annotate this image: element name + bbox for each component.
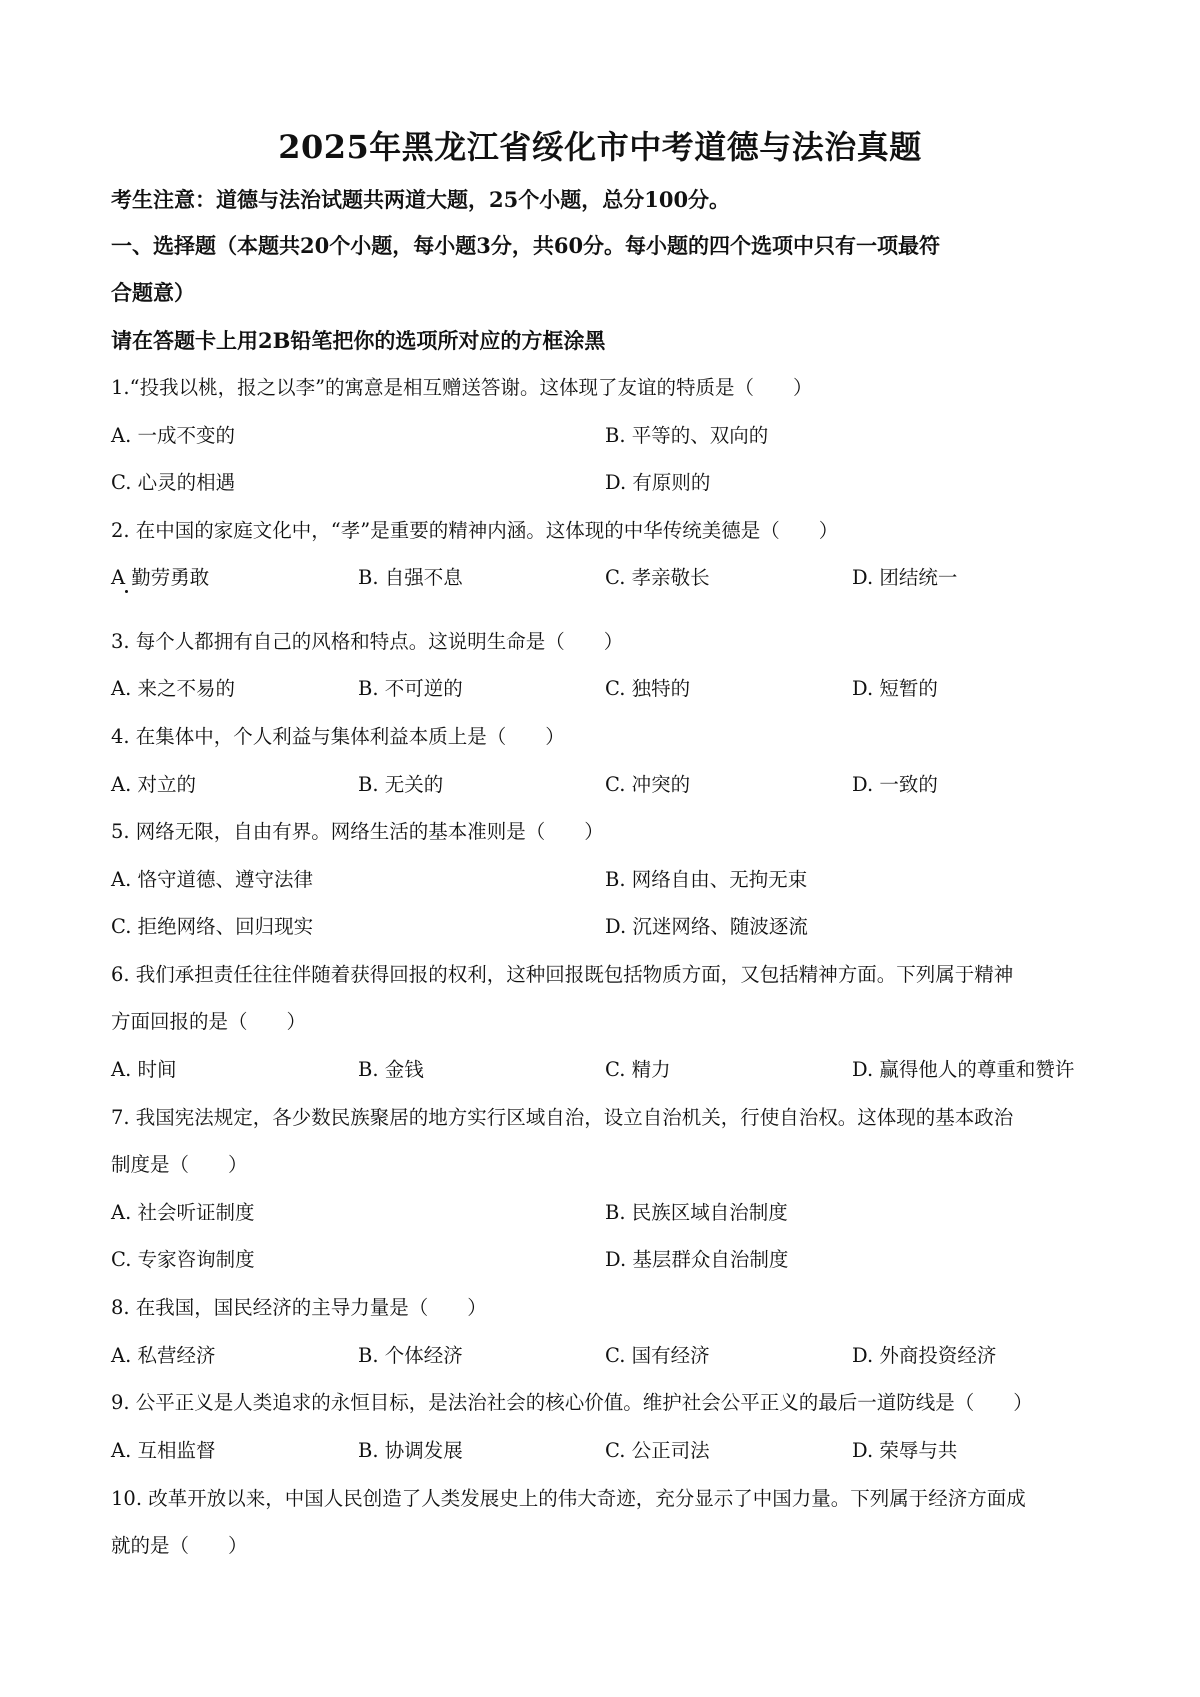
section-heading-line-1: 一、选择题（本题共20个小题，每小题3分，共60分。每小题的四个选项中只有一项最符 xyxy=(111,233,941,258)
question-5-stem: 5. 网络无限，自由有界。网络生活的基本准则是（ ） xyxy=(111,820,604,843)
question-8-option-d: D. 外商投资经济 xyxy=(852,1344,997,1367)
question-4-option-d: D. 一致的 xyxy=(852,773,938,796)
question-7-option-b: B. 民族区域自治制度 xyxy=(605,1201,788,1224)
question-2-option-c: C. 孝亲敬长 xyxy=(605,566,710,589)
question-6-option-c: C. 精力 xyxy=(605,1058,671,1081)
question-3-option-a: A. 来之不易的 xyxy=(111,677,235,700)
question-8-option-c: C. 国有经济 xyxy=(605,1344,710,1367)
question-7-stem-line-2: 制度是（ ） xyxy=(111,1153,248,1176)
question-2-stem: 2. 在中国的家庭文化中，“孝”是重要的精神内涵。这体现的中华传统美德是（ ） xyxy=(111,519,839,542)
question-6-option-d: D. 赢得他人的尊重和赞许 xyxy=(852,1058,1075,1081)
question-9-option-b: B. 协调发展 xyxy=(358,1439,463,1462)
stray-dot-mark xyxy=(125,590,128,593)
question-10-stem-line-1: 10. 改革开放以来，中国人民创造了人类发展史上的伟大奇迹，充分显示了中国力量。下列属于经济方面成 xyxy=(111,1487,1026,1510)
question-1-option-d: D. 有原则的 xyxy=(605,471,711,494)
question-7-stem-line-1: 7. 我国宪法规定，各少数民族聚居的地方实行区域自治，设立自治机关，行使自治权。这体现的基本政治 xyxy=(111,1106,1014,1129)
question-2-option-d: D. 团结统一 xyxy=(852,566,958,589)
question-9-option-c: C. 公正司法 xyxy=(605,1439,710,1462)
question-4-option-a: A. 对立的 xyxy=(111,773,196,796)
page-title: 2025年黑龙江省绥化市中考道德与法治真题 xyxy=(278,128,922,166)
question-9-option-a: A. 互相监督 xyxy=(111,1439,216,1462)
question-5-option-a: A. 恪守道德、遵守法律 xyxy=(111,868,313,891)
question-3-stem: 3. 每个人都拥有自己的风格和特点。这说明生命是（ ） xyxy=(111,630,624,653)
question-1-option-c: C. 心灵的相遇 xyxy=(111,471,236,494)
question-6-stem-line-1: 6. 我们承担责任往往伴随着获得回报的权利，这种回报既包括物质方面，又包括精神方面。下列属于精神 xyxy=(111,963,1014,986)
question-3-option-d: D. 短暂的 xyxy=(852,677,938,700)
question-4-stem: 4. 在集体中，个人利益与集体利益本质上是（ ） xyxy=(111,725,565,748)
question-9-option-d: D. 荣辱与共 xyxy=(852,1439,958,1462)
question-5-option-b: B. 网络自由、无拘无束 xyxy=(605,868,808,891)
question-1-option-b: B. 平等的、双向的 xyxy=(605,424,769,447)
question-8-option-a: A. 私营经济 xyxy=(111,1344,216,1367)
question-5-option-c: C. 拒绝网络、回归现实 xyxy=(111,915,314,938)
question-3-option-b: B. 不可逆的 xyxy=(358,677,463,700)
question-3-option-c: C. 独特的 xyxy=(605,677,691,700)
question-7-option-a: A. 社会听证制度 xyxy=(111,1201,255,1224)
exam-notice: 考生注意：道德与法治试题共两道大题，25个小题，总分100分。 xyxy=(111,187,731,212)
question-6-stem-line-2: 方面回报的是（ ） xyxy=(111,1010,307,1033)
question-9-stem: 9. 公平正义是人类追求的永恒目标，是法治社会的核心价值。维护社会公平正义的最后一道防线是（ ） xyxy=(111,1391,1033,1414)
question-2-option-a: A 勤劳勇敢 xyxy=(111,566,210,589)
question-7-option-d: D. 基层群众自治制度 xyxy=(605,1248,789,1271)
question-4-option-b: B. 无关的 xyxy=(358,773,444,796)
question-6-option-b: B. 金钱 xyxy=(358,1058,424,1081)
question-1-option-a: A. 一成不变的 xyxy=(111,424,235,447)
question-6-option-a: A. 时间 xyxy=(111,1058,177,1081)
question-10-stem-line-2: 就的是（ ） xyxy=(111,1534,248,1557)
question-2-option-b: B. 自强不息 xyxy=(358,566,463,589)
question-7-option-c: C. 专家咨询制度 xyxy=(111,1248,255,1271)
question-1-stem: 1.“投我以桃，报之以李”的寓意是相互赠送答谢。这体现了友谊的特质是（ ） xyxy=(111,376,813,399)
question-8-stem: 8. 在我国，国民经济的主导力量是（ ） xyxy=(111,1296,487,1319)
question-8-option-b: B. 个体经济 xyxy=(358,1344,463,1367)
section-heading-line-2: 合题意） xyxy=(111,280,195,305)
question-4-option-c: C. 冲突的 xyxy=(605,773,691,796)
answer-instruction: 请在答题卡上用2B铅笔把你的选项所对应的方框涂黑 xyxy=(111,328,606,353)
question-5-option-d: D. 沉迷网络、随波逐流 xyxy=(605,915,808,938)
